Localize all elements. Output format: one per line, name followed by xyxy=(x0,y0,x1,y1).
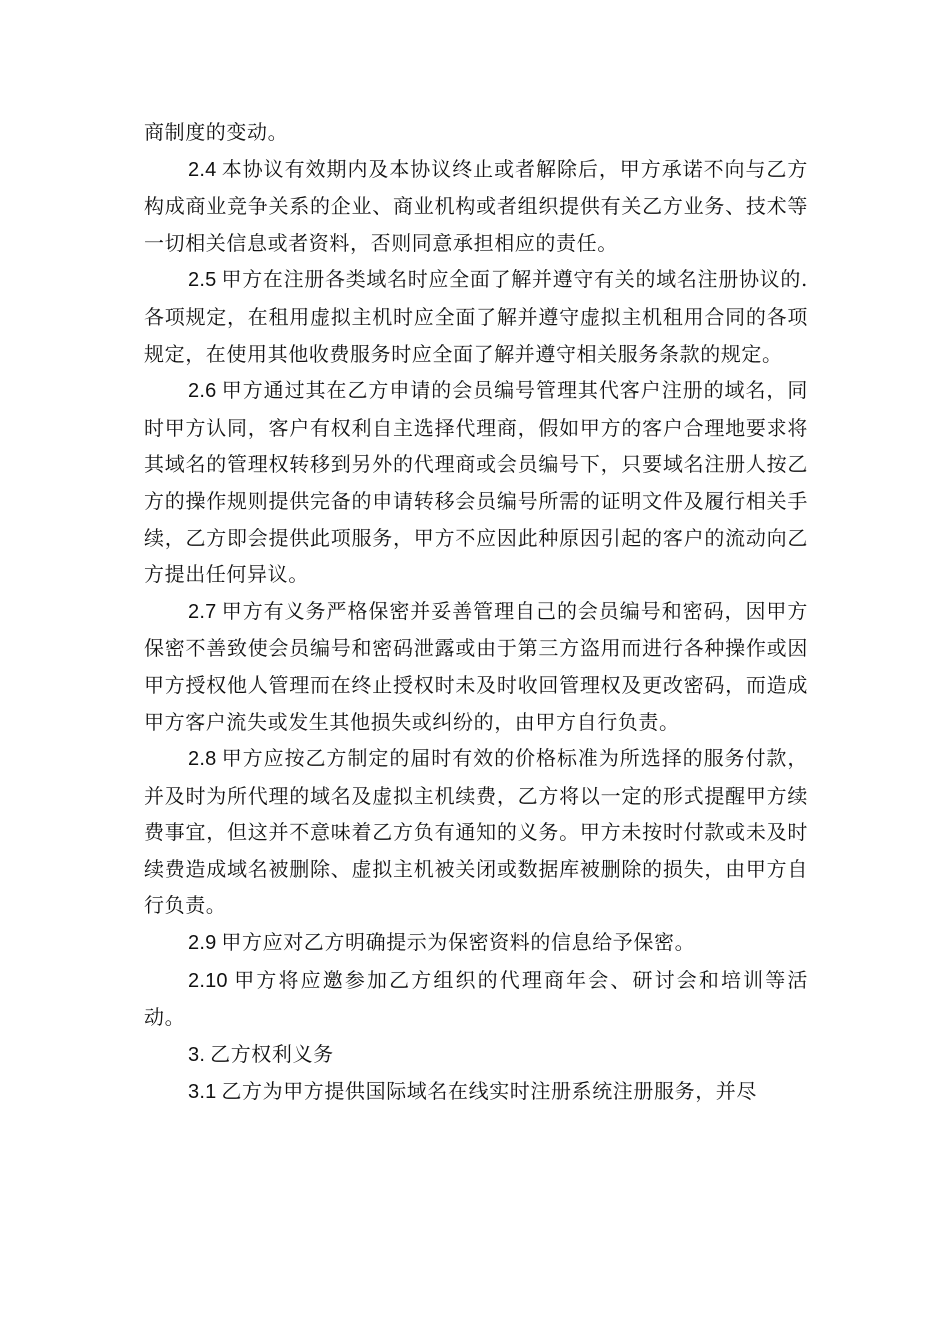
section-title: 乙方权利义务 xyxy=(210,1041,334,1066)
clause-number: 2.10 xyxy=(188,969,228,992)
clause-number: 2.6 xyxy=(188,380,217,403)
clause-2-8 xyxy=(144,740,808,924)
clause-text: 甲方应对乙方明确提示为保密资料的信息给予保密。 xyxy=(221,930,696,955)
paragraph-continuation xyxy=(144,114,808,151)
clause-number: 2.9 xyxy=(188,932,217,955)
section-number: 3. xyxy=(188,1043,206,1066)
clause-text: 乙方为甲方提供国际域名在线实时注册系统注册服务，并尽 xyxy=(221,1079,758,1104)
clause-number: 2.4 xyxy=(188,158,217,181)
clause-text: 甲方通过其在乙方申请的会员编号管理其代客户注册的域名，同时甲方认同，客户有权利自主选择代理商，假如甲方的客户合理地要求将其域名的管理权转移到另外的代理商或会员编号下，只要域名注册人按乙方的操作规则提供完备的申请转移会员编号所需的证明文件及履行相关手续，乙方即会提供此项服务，甲方不应因此种原因引起的客户的流动向乙方提出任何异议。 xyxy=(144,378,808,587)
clause-text: 本协议有效期内及本协议终止或者解除后，甲方承诺不向与乙方构成商业竞争关系的企业、商业机构或者组织提供有关乙方业务、技术等一切相关信息或者资料，否则同意承担相应的责任。 xyxy=(144,156,808,255)
clause-text: 甲方将应邀参加乙方组织的代理商年会、研讨会和培训等活动。 xyxy=(144,967,808,1030)
clause-number: 2.7 xyxy=(188,600,217,623)
clause-text: 甲方有义务严格保密并妥善管理自己的会员编号和密码，因甲方保密不善致使会员编号和密码泄露或由于第三方盗用而进行各种操作或因甲方授权他人管理而在终止授权时未及时收回管理权及更改密码，而造成甲方客户流失或发生其他损失或纠纷的，由甲方自行负责。 xyxy=(144,598,808,734)
clause-number: 3.1 xyxy=(188,1081,217,1104)
clause-2-6 xyxy=(144,372,808,593)
clause-number: 2.8 xyxy=(188,748,217,771)
paragraph-text: 商制度的变动。 xyxy=(144,120,289,144)
clause-2-5 xyxy=(144,261,808,372)
clause-2-7 xyxy=(144,593,808,740)
clause-number: 2.5 xyxy=(188,269,217,292)
clause-3-1 xyxy=(144,1073,808,1111)
clause-text: 甲方在注册各类域名时应全面了解并遵守有关的域名注册协议的.各项规定，在租用虚拟主机时应全面了解并遵守虚拟主机租用合同的各项规定，在使用其他收费服务时应全面了解并遵守相关服务条款的规定。 xyxy=(144,267,808,366)
document-page xyxy=(144,114,808,1111)
clause-text: 甲方应按乙方制定的届时有效的价格标准为所选择的服务付款，并及时为所代理的域名及虚拟主机续费，乙方将以一定的形式提醒甲方续费事宜，但这并不意味着乙方负有通知的义务。甲方未按时付款或未及时续费造成域名被删除、虚拟主机被关闭或数据库被删除的损失，由甲方自行负责。 xyxy=(144,746,808,918)
section-3-heading xyxy=(144,1036,808,1074)
clause-2-9 xyxy=(144,924,808,962)
clause-2-10 xyxy=(144,962,808,1036)
clause-2-4 xyxy=(144,151,808,262)
